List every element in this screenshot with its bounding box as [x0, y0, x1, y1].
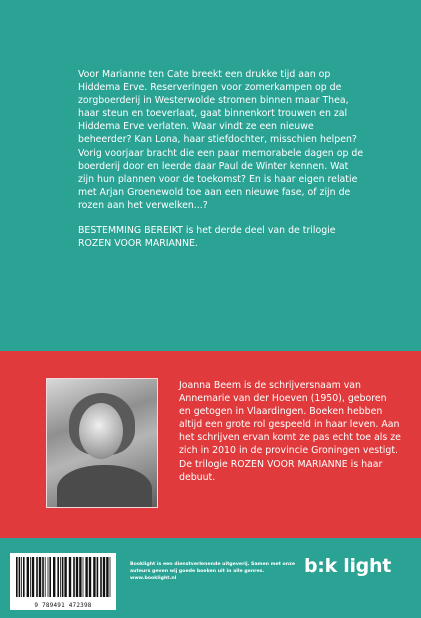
- barcode-bar: [110, 557, 111, 597]
- trilogy-note: BESTEMMING BEREIKT is het derde deel van de trilogie ROZEN VOOR MARIANNE.: [78, 225, 336, 250]
- author-photo: [46, 378, 158, 508]
- barcode-bar: [89, 557, 91, 597]
- barcode-bar: [64, 557, 66, 597]
- barcode-bar: [79, 557, 81, 597]
- barcode-bar: [97, 557, 99, 597]
- barcode-bar: [36, 557, 38, 597]
- barcode-bar: [83, 557, 84, 597]
- barcode-bars: [10, 553, 116, 601]
- publisher-website: www.booklight.nl: [130, 576, 177, 581]
- barcode-bar: [73, 557, 75, 597]
- barcode-bar: [76, 557, 78, 597]
- barcode-bar: [39, 557, 41, 597]
- barcode-bar: [57, 557, 59, 597]
- author-photo-face: [79, 403, 123, 459]
- barcode-bar: [32, 557, 34, 597]
- barcode-bar: [69, 557, 71, 597]
- barcode-bar: [93, 557, 95, 597]
- isbn-digits: 9 789491 472398: [34, 602, 92, 609]
- barcode-bar: [62, 557, 64, 597]
- barcode-bar: [49, 557, 51, 597]
- barcode-bar: [42, 557, 44, 597]
- barcode-bar: [23, 557, 25, 597]
- barcode-bar: [60, 557, 61, 597]
- publisher-logo: b:k light: [304, 555, 391, 577]
- isbn-barcode: [10, 553, 116, 610]
- blurb-paragraph: Voor Marianne ten Cate breekt een drukke tijd aan op Hiddema Erve. Reserveringen voor zomerkampen op de zorgboerderij in Westerwolde stromen binnen maar Thea, haar steun en toeverlaat, gaat binnenkort trouwen en zal Hiddema Erve verlaten. Waar vindt ze een nieuwe beheerder? Kan Lona, haar stiefdochter, misschien helpen? Vorig voorjaar bracht die een paar memorabele dagen op de boerderij door en leerde daar Paul de Winter kennen. Wat zijn hun plannen voor de toekomst? En is haar eigen relatie met Arjan Groenewold toe aan een nieuwe fase, of zijn de rozen aan het verwelken...?: [78, 69, 364, 211]
- barcode-bar: [85, 557, 87, 597]
- barcode-bar: [103, 557, 105, 597]
- barcode-bar: [16, 557, 18, 597]
- barcode-bar: [48, 557, 49, 597]
- barcode-bar: [21, 557, 22, 597]
- barcode-bar: [53, 557, 55, 597]
- barcode-bar: [45, 557, 46, 597]
- publisher-info: [130, 561, 295, 582]
- author-photo-shoulders: [57, 465, 152, 508]
- barcode-bar: [27, 557, 29, 597]
- publisher-description: Booklight is een dienstverlenende uitgeverij. Samen met onze auteurs geven wij goede boeken uit in alle genres.: [130, 562, 295, 574]
- barcode-bar: [106, 557, 108, 597]
- back-cover-blurb: [78, 68, 364, 262]
- barcode-bar: [19, 557, 21, 597]
- author-bio: Joanna Beem is de schrijversnaam van Annemarie van der Hoeven (1950), geboren en getogen in Vlaardingen. Boeken hebben altijd een grote rol gespeeld in haar leven. Aan het schrijven ervan komt ze pas echt toe als ze zich in 2010 in de provincie Groningen vestigt. De trilogie ROZEN VOOR MARIANNE is haar debuut.: [179, 380, 401, 483]
- barcode-bar: [30, 557, 31, 597]
- barcode-bar: [100, 557, 102, 597]
